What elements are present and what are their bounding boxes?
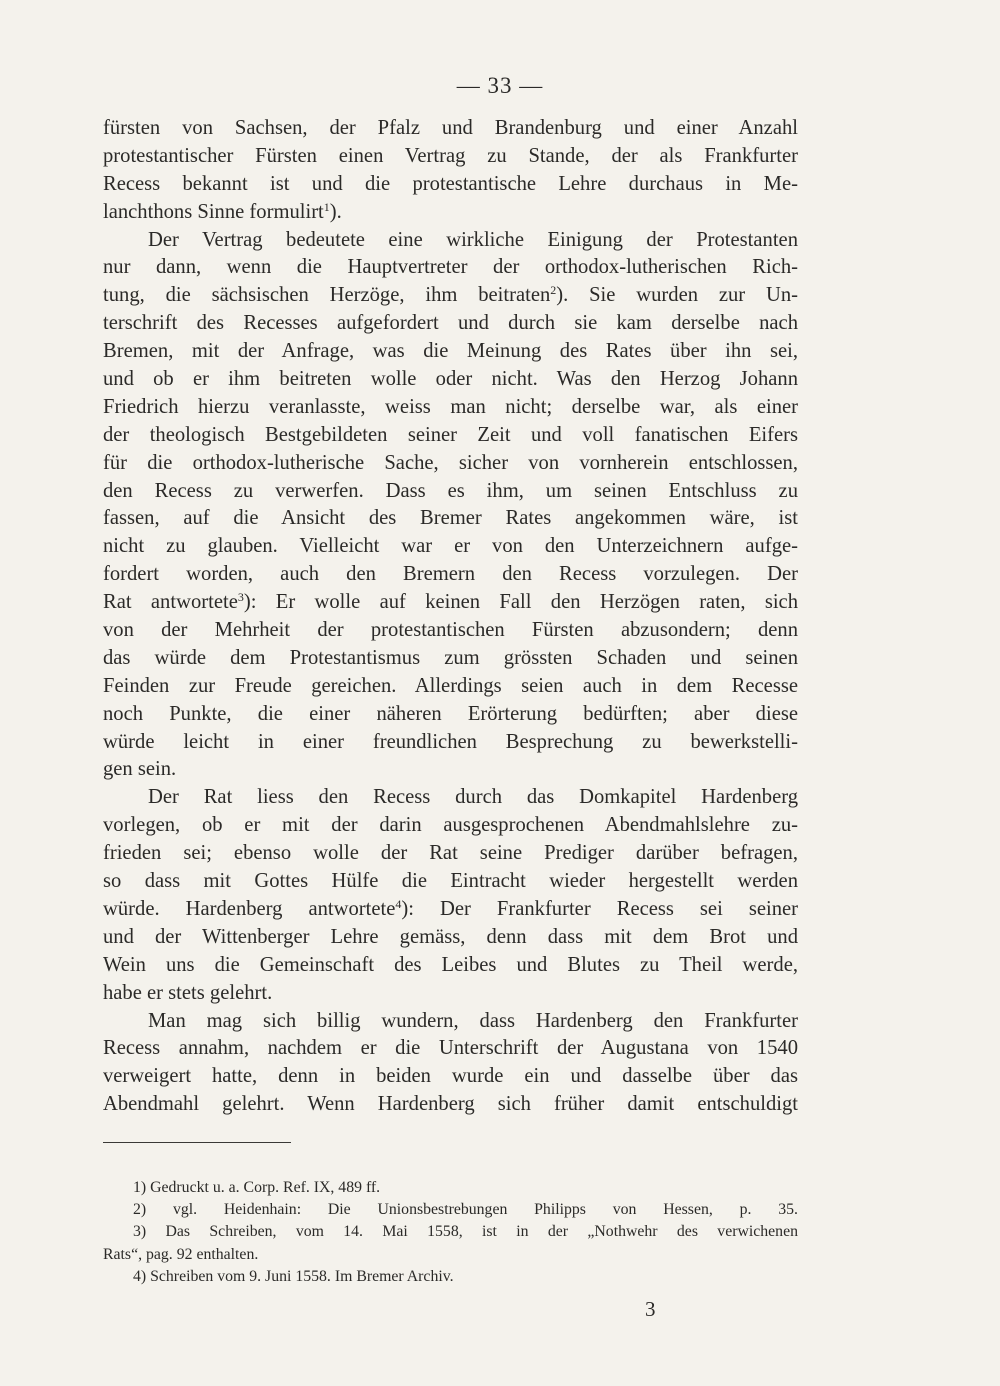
body-line: habe er stets gelehrt. [103, 981, 273, 1004]
body-line: und der Wittenberger Lehre gemäss, denn dass mit dem Brot und [103, 925, 798, 948]
body-line-tail: ). Sie wurden zur Un- [556, 284, 798, 307]
body-line: nicht zu glauben. Vielleicht war er von den Unterzeichnern aufge- [103, 535, 798, 558]
page-number-header: — 33 — [456, 73, 544, 98]
body-line: für die orthodox-lutherische Sache, sicher von vornherein entschlossen, [103, 451, 798, 474]
footnotes [103, 1177, 798, 1288]
signature-mark: 3 [645, 1297, 656, 1321]
body-line: frieden sei; ebenso wolle der Rat seine Prediger darüber befragen, [103, 842, 798, 865]
footnote: 4) Schreiben vom 9. Juni 1558. Im Bremer Archiv. [133, 1267, 454, 1285]
body-line: so dass mit Gottes Hülfe die Eintracht wieder hergestellt werden [103, 870, 798, 893]
body-line-text: Rat antwortete [103, 591, 238, 614]
body-line: verweigert hatte, denn in beiden wurde ein und dasselbe über das [103, 1065, 798, 1088]
body-line: der theologisch Bestgebildeten seiner Zeit und voll fanatischen Eifers [103, 423, 798, 446]
footnote: 3) Das Schreiben, vom 14. Mai 1558, ist in der „Nothwehr des verwichenen [133, 1223, 798, 1241]
body-line: Bremen, mit der Anfrage, was die Meinung des Rates über ihn sei, [103, 340, 798, 363]
body-line [103, 896, 798, 924]
footnote: 2) vgl. Heidenhain: Die Unionsbestrebungen Philipps von Hessen, p. 35. [133, 1201, 798, 1219]
body-line: fassen, auf die Ansicht des Bremer Rates angekommen wäre, ist [103, 507, 798, 530]
footnote-ref: 4 [395, 896, 402, 911]
body-line [103, 589, 798, 617]
body-line: von der Mehrheit der protestantischen Fürsten abzusondern; denn [103, 619, 798, 642]
body-line: Friedrich hierzu veranlasste, weiss man nicht; derselbe war, als einer [103, 395, 798, 418]
body-line-text: lanchthons Sinne formulirt [103, 200, 324, 223]
body-line: Feinden zur Freude gereichen. Allerdings seien auch in dem Recesse [103, 674, 798, 697]
body-line: das würde dem Protestantismus zum grössten Schaden und seinen [103, 646, 798, 669]
body-line: würde leicht in einer freundlichen Besprechung zu bewerkstelli- [103, 730, 798, 753]
body-line: Wein uns die Gemeinschaft des Leibes und Blutes zu Theil werde, [103, 953, 798, 976]
body-line: protestantischer Fürsten einen Vertrag zu Stande, der als Frankfurter [103, 144, 798, 167]
footnote-ref: 2 [550, 283, 557, 298]
body-line: terschrift des Recesses aufgefordert und durch sie kam derselbe nach [103, 312, 798, 335]
body-line: Man mag sich billig wundern, dass Hardenberg den Frankfurter [148, 1009, 798, 1032]
footnote-ref: 3 [237, 590, 244, 605]
footnote-divider [103, 1142, 291, 1143]
body-line: Recess annahm, nachdem er die Unterschrift der Augustana von 1540 [103, 1037, 798, 1060]
body-line: Abendmahl gelehrt. Wenn Hardenberg sich früher damit entschuldigt [103, 1093, 798, 1116]
body-line: Recess bekannt ist und die protestantische Lehre durchaus in Me- [103, 172, 798, 195]
body-line-text: tung, die sächsischen Herzöge, ihm beitraten [103, 284, 551, 307]
footnote-continuation: Rats“, pag. 92 enthalten. [103, 1245, 259, 1263]
body-line [103, 282, 798, 310]
body-line: vorlegen, ob er mit der darin ausgesprochenen Abendmahlslehre zu- [103, 814, 798, 837]
body-line: fürsten von Sachsen, der Pfalz und Brandenburg und einer Anzahl [103, 117, 798, 139]
footnote-ref: 1 [323, 199, 330, 214]
body-line: fordert worden, auch den Bremern den Recess vorzulegen. Der [103, 563, 798, 586]
body-line-text: würde. Hardenberg antwortete [103, 897, 396, 920]
body-line: Der Vertrag bedeutete eine wirkliche Einigung der Protestanten [148, 228, 798, 251]
body-line-tail: ): Er wolle auf keinen Fall den Herzögen raten, sich [243, 591, 798, 614]
body-line: gen sein. [103, 758, 177, 781]
footnote: 1) Gedruckt u. a. Corp. Ref. IX, 489 ff. [133, 1179, 381, 1196]
body-line-tail: ). [329, 200, 342, 223]
body-line-tail: ): Der Frankfurter Recess sei seiner [401, 897, 798, 920]
body-line: und ob er ihm beitreten wolle oder nicht. Was den Herzog Johann [103, 368, 798, 391]
body-line [103, 199, 798, 227]
body-line: nur dann, wenn die Hauptvertreter der orthodox-lutherischen Rich- [103, 256, 798, 279]
body-text [103, 115, 798, 1119]
body-line: noch Punkte, die einer näheren Erörterung bedürften; aber diese [103, 702, 798, 725]
body-line: den Recess zu verwerfen. Dass es ihm, um seinen Entschluss zu [103, 479, 798, 502]
body-line: Der Rat liess den Recess durch das Domkapitel Hardenberg [148, 786, 798, 809]
